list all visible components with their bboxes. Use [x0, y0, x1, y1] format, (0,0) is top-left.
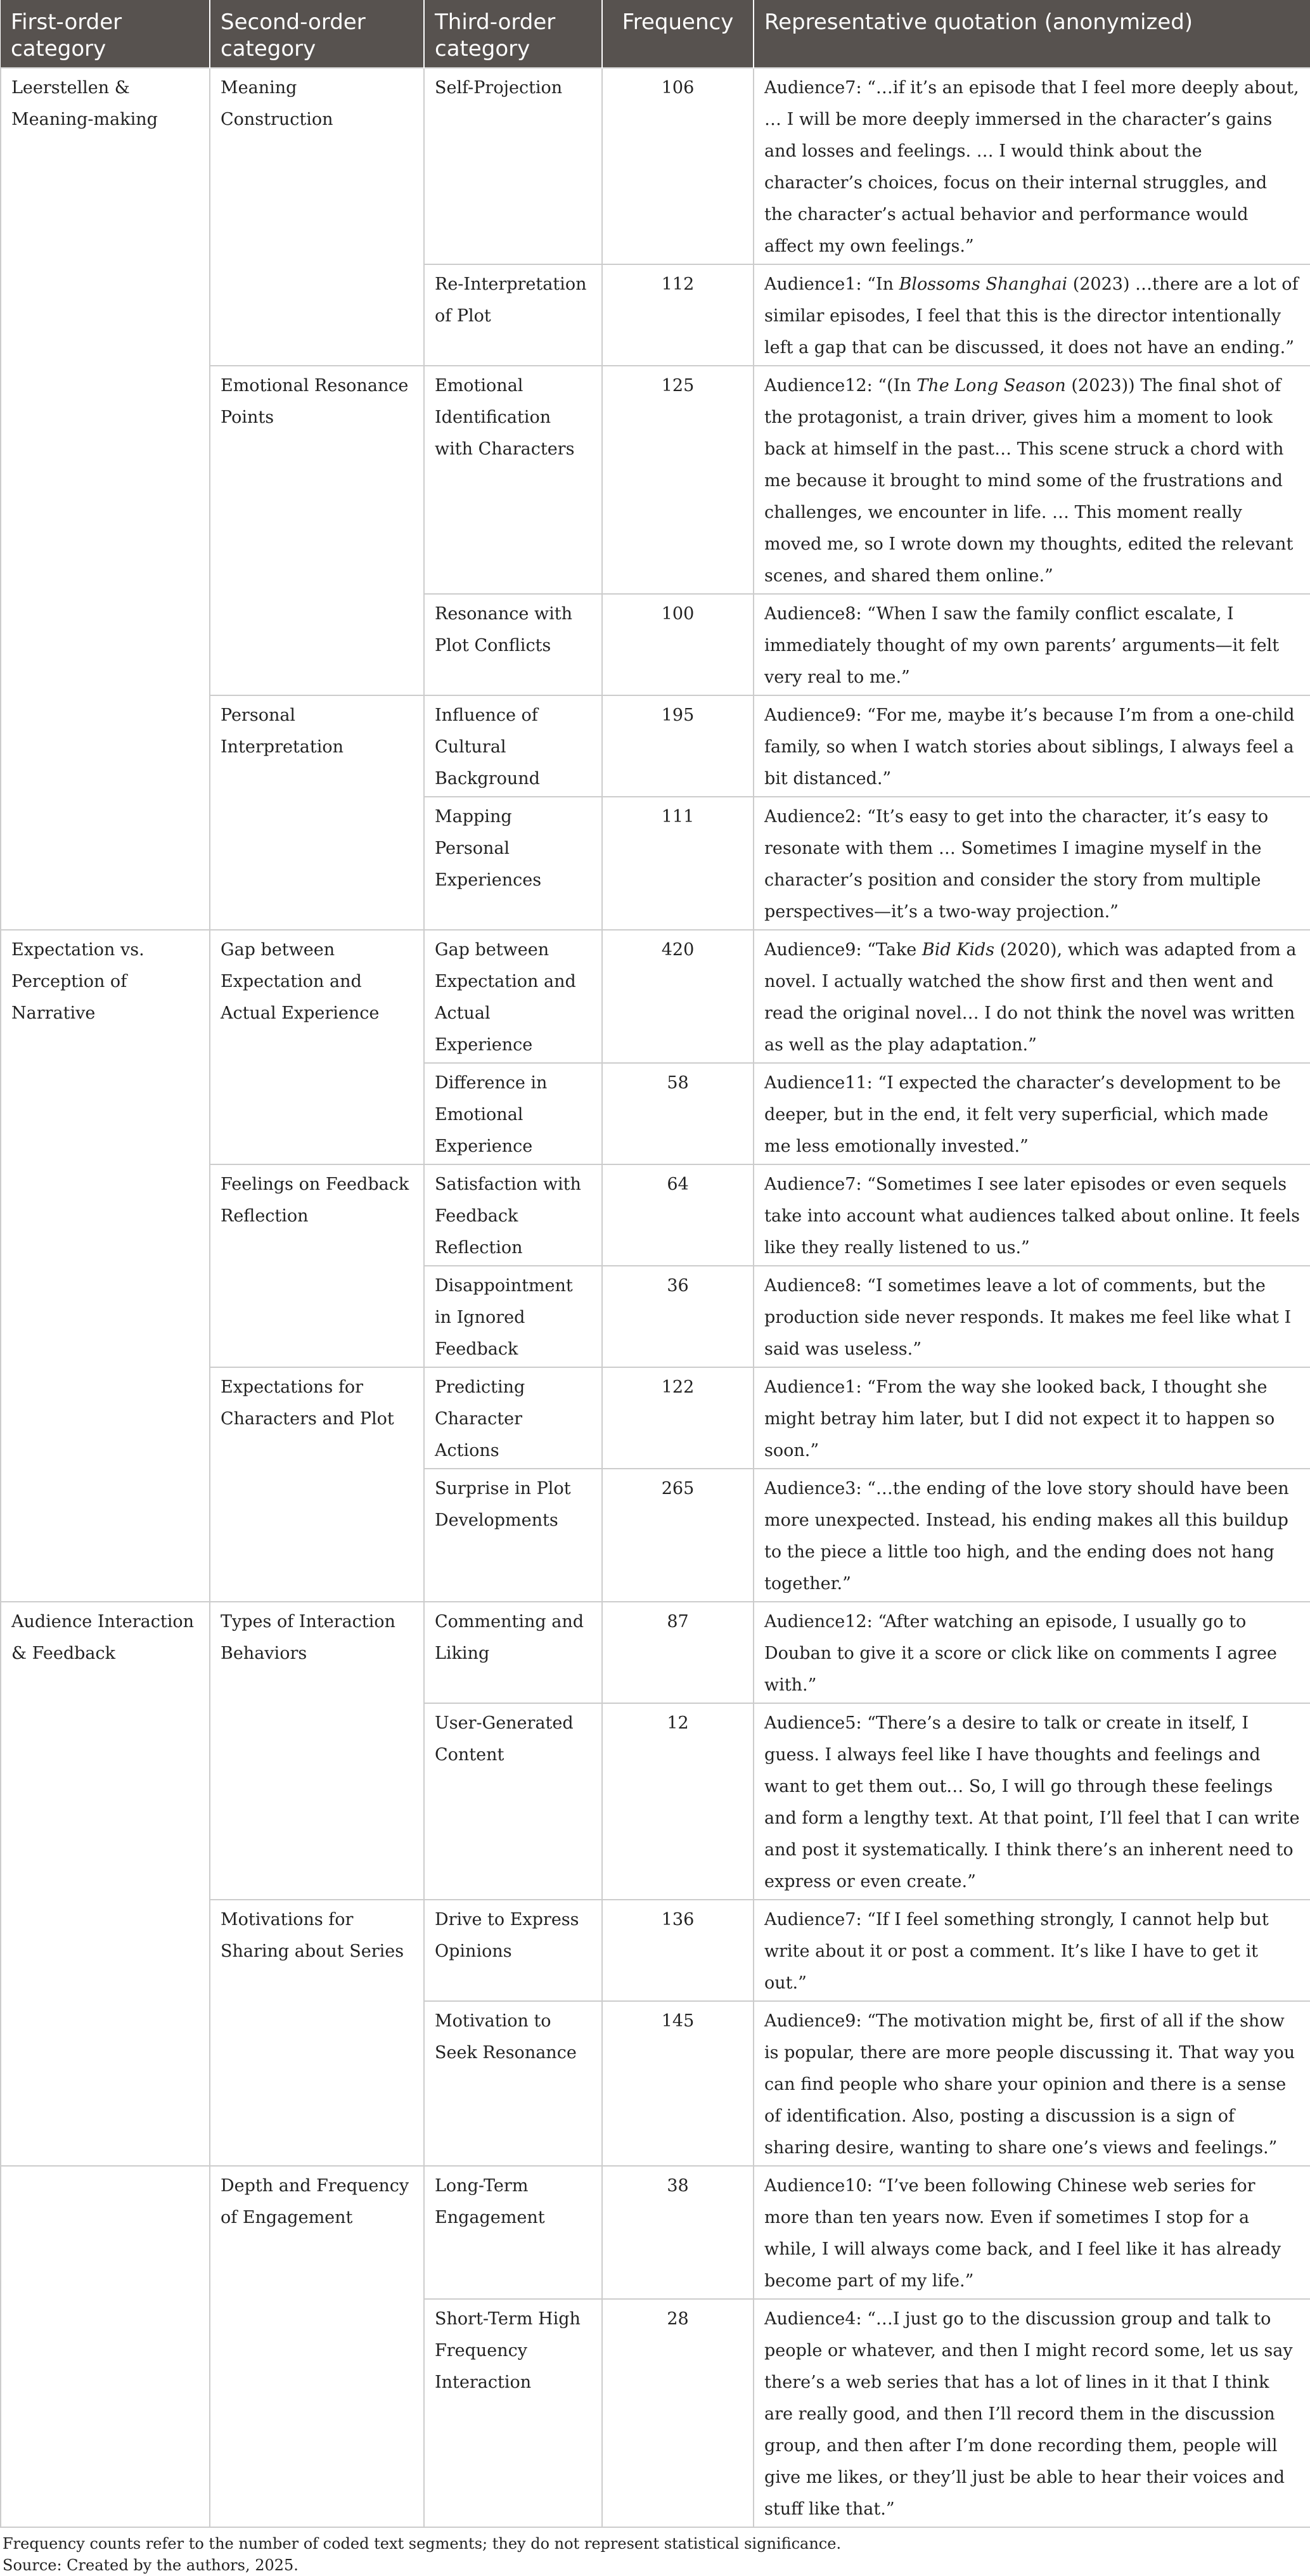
header-second-order: Second-order category	[210, 0, 424, 68]
frequency-cell: 136	[602, 1900, 754, 2001]
third-order-cell: Drive to Express Opinions	[424, 1900, 602, 2001]
first-order-cell: Leerstellen & Meaning-making	[1, 68, 210, 930]
third-order-cell: User-Generated Content	[424, 1703, 602, 1900]
quotation-cell: Audience11: “I expected the character’s development to be deeper, but in the end, it felt very superficial, which made me less emotionally invested.”	[754, 1063, 1310, 1164]
frequency-cell: 122	[602, 1367, 754, 1469]
frequency-note: Frequency counts refer to the number of coded text segments; they do not represent statistical significance.	[3, 2535, 842, 2553]
quotation-cell: Audience5: “There’s a desire to talk or create in itself, I guess. I always feel like I have thoughts and feelings and want to get them out… So, I will go through these feelings and form a lengthy text. At that point, I’ll feel that I can write and post it systematically. I think there’s an inherent need to express or even create.”	[754, 1703, 1310, 1900]
table-row	[1, 1602, 1310, 1703]
second-order-cell: Gap between Expectation and Actual Experience	[210, 930, 424, 1164]
frequency-cell: 12	[602, 1703, 754, 1900]
third-order-cell: Emotional Identification with Characters	[424, 366, 602, 594]
header-quotation: Representative quotation (anonymized)	[754, 0, 1310, 68]
quotation-cell: Audience10: “I’ve been following Chinese web series for more than ten years now. Even if sometimes I stop for a while, I will always come back, and I feel like it has already become part of my life.”	[754, 2166, 1310, 2299]
table-footnotes	[0, 2528, 1310, 2576]
third-order-cell: Difference in Emotional Experience	[424, 1063, 602, 1164]
quotation-cell: Audience7: “If I feel something strongly, I cannot help but write about it or post a comment. It’s like I have to get it out.”	[754, 1900, 1310, 2001]
source-note: Source: Created by the authors, 2025.	[3, 2556, 299, 2574]
third-order-cell: Surprise in Plot Developments	[424, 1469, 602, 1602]
third-order-cell: Gap between Expectation and Actual Experience	[424, 930, 602, 1063]
third-order-cell: Self-Projection	[424, 68, 602, 264]
second-order-cell: Meaning Construction	[210, 68, 424, 366]
second-order-cell: Emotional Resonance Points	[210, 366, 424, 695]
third-order-cell: Short-Term High Frequency Interaction	[424, 2299, 602, 2527]
third-order-cell: Re-Interpretation of Plot	[424, 264, 602, 366]
frequency-cell: 420	[602, 930, 754, 1063]
series-title: The Long Season	[916, 376, 1066, 396]
frequency-cell: 58	[602, 1063, 754, 1164]
third-order-cell: Influence of Cultural Background	[424, 695, 602, 797]
quotation-cell: Audience2: “It’s easy to get into the character, it’s easy to resonate with them … Sometimes I imagine myself in the character’s position and consider the story from multiple perspectives—it’s a two-way projection.”	[754, 797, 1310, 930]
frequency-cell: 125	[602, 366, 754, 594]
third-order-cell: Satisfaction with Feedback Reflection	[424, 1164, 602, 1266]
quotation-cell: Audience9: “For me, maybe it’s because I’m from a one-child family, so when I watch stories about siblings, I always feel a bit distanced.”	[754, 695, 1310, 797]
quotation-cell: Audience7: “…if it’s an episode that I feel more deeply about, … I will be more deeply immersed in the character’s gains and losses and feelings. … I would think about the character’s choices, focus on their internal struggles, and the character’s actual behavior and performance would affect my own feelings.”	[754, 68, 1310, 264]
quotation-cell: Audience9: “Take Bid Kids (2020), which was adapted from a novel. I actually watched the show first and then went and read the original novel… I do not think the novel was written as well as the play adaptation.”	[754, 930, 1310, 1063]
third-order-cell: Mapping Personal Experiences	[424, 797, 602, 930]
quotation-cell: Audience12: “(In The Long Season (2023)) The final shot of the protagonist, a train driver, gives him a moment to look back at himself in the past… This scene struck a chord with me because it brought to mind some of the frustrations and challenges, we encounter in life. … This moment really moved me, so I wrote down my thoughts, edited the relevant scenes, and shared them online.”	[754, 366, 1310, 594]
second-order-cell: Personal Interpretation	[210, 695, 424, 930]
second-order-cell: Feelings on Feedback Reflection	[210, 1164, 424, 1367]
third-order-cell: Motivation to Seek Resonance	[424, 2001, 602, 2166]
frequency-cell: 111	[602, 797, 754, 930]
third-order-cell: Long-Term Engagement	[424, 2166, 602, 2299]
frequency-cell: 36	[602, 1266, 754, 1367]
first-order-cell: Audience Interaction & Feedback	[1, 1602, 210, 2166]
table-row	[1, 2166, 1310, 2299]
quotation-cell: Audience12: “After watching an episode, I usually go to Douban to give it a score or click like on comments I agree with.”	[754, 1602, 1310, 1703]
series-title: Blossoms Shanghai	[899, 274, 1068, 294]
quotation-cell: Audience4: “…I just go to the discussion group and talk to people or whatever, and then I might record some, let us say there’s a web series that has a lot of lines in it that I think are really good, and then I’ll record them in the discussion group, and then after I’m done recording them, people will give me likes, or they’ll just be able to hear their voices and stuff like that.”	[754, 2299, 1310, 2527]
third-order-cell: Predicting Character Actions	[424, 1367, 602, 1469]
frequency-cell: 100	[602, 594, 754, 695]
frequency-cell: 38	[602, 2166, 754, 2299]
table-row	[1, 930, 1310, 1063]
second-order-cell: Types of Interaction Behaviors	[210, 1602, 424, 1900]
header-third-order: Third-order category	[424, 0, 602, 68]
header-row	[1, 0, 1310, 68]
first-order-cell-empty	[1, 2166, 210, 2527]
third-order-cell: Commenting and Liking	[424, 1602, 602, 1703]
quotation-cell: Audience8: “I sometimes leave a lot of comments, but the production side never responds. It makes me feel like what I said was useless.”	[754, 1266, 1310, 1367]
third-order-cell: Resonance with Plot Conflicts	[424, 594, 602, 695]
quotation-cell: Audience7: “Sometimes I see later episodes or even sequels take into account what audiences talked about online. It feels like they really listened to us.”	[754, 1164, 1310, 1266]
quotation-cell: Audience8: “When I saw the family conflict escalate, I immediately thought of my own parents’ arguments—it felt very real to me.”	[754, 594, 1310, 695]
quotation-cell: Audience1: “In Blossoms Shanghai (2023) …there are a lot of similar episodes, I feel that this is the director intentionally left a gap that can be discussed, it does not have an ending.”	[754, 264, 1310, 366]
quotation-cell: Audience9: “The motivation might be, first of all if the show is popular, there are more people discussing it. That way you can find people who share your opinion and there is a sense of identification. Also, posting a discussion is a sign of sharing desire, wanting to share one’s views and feelings.”	[754, 2001, 1310, 2166]
frequency-cell: 106	[602, 68, 754, 264]
second-order-cell: Expectations for Characters and Plot	[210, 1367, 424, 1602]
first-order-cell: Expectation vs. Perception of Narrative	[1, 930, 210, 1602]
header-frequency: Frequency	[602, 0, 754, 68]
table-row	[1, 68, 1310, 264]
frequency-cell: 265	[602, 1469, 754, 1602]
third-order-cell: Disappointment in Ignored Feedback	[424, 1266, 602, 1367]
frequency-cell: 64	[602, 1164, 754, 1266]
quotation-cell: Audience1: “From the way she looked back, I thought she might betray him later, but I did not expect it to happen so soon.”	[754, 1367, 1310, 1469]
series-title: Bid Kids	[921, 940, 995, 960]
header-first-order: First-order category	[1, 0, 210, 68]
frequency-cell: 195	[602, 695, 754, 797]
quotation-cell: Audience3: “…the ending of the love story should have been more unexpected. Instead, his ending makes all this buildup to the piece a little too high, and the ending does not hang together.”	[754, 1469, 1310, 1602]
frequency-cell: 87	[602, 1602, 754, 1703]
frequency-cell: 28	[602, 2299, 754, 2527]
frequency-cell: 145	[602, 2001, 754, 2166]
second-order-cell: Motivations for Sharing about Series	[210, 1900, 424, 2166]
second-order-cell: Depth and Frequency of Engagement	[210, 2166, 424, 2527]
frequency-cell: 112	[602, 264, 754, 366]
